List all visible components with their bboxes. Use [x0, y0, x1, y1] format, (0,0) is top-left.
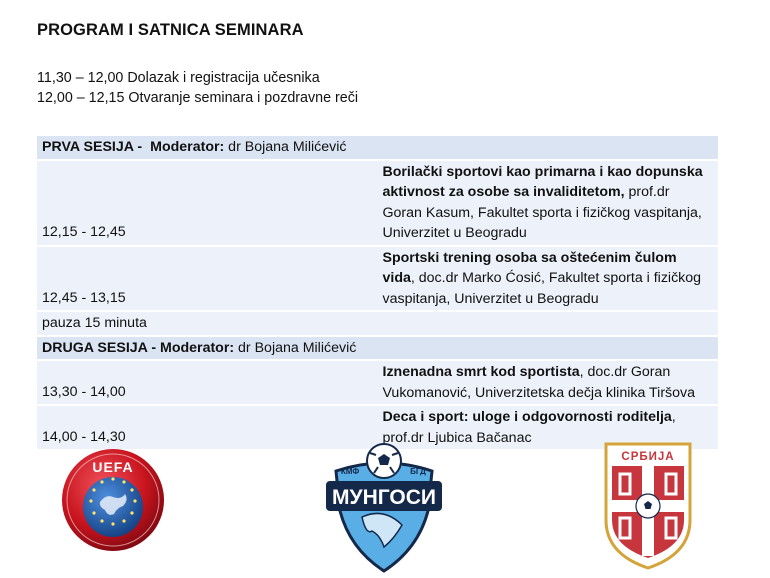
table-row [37, 160, 718, 246]
session2-moderator-name: dr Bojana Milićević [234, 339, 357, 356]
talk-speaker: , doc.dr Goran Vukomanović, Univerzitetska dečja klinika Tiršova [382, 364, 696, 401]
talk-title: Borilački sportovi kao primarna i kao dopunska aktivnost za osobe sa invaliditetom, [382, 163, 703, 200]
session2-label: DRUGA SESIJA - [42, 339, 157, 356]
talk-speaker: , doc.dr Marko Ćosić, Fakultet sporta i fizičkog vaspitanja, Univerzitet u Beogradu [382, 270, 702, 307]
mungosi-logo-name: МУНГОСИ [332, 486, 436, 509]
table-row [37, 246, 718, 312]
talk-description [378, 360, 719, 405]
talk-speaker: , prof.dr Ljubica Bačanac [382, 409, 676, 446]
session2-header [37, 336, 718, 361]
talk-title: Deca i sport: uloge i odgovornosti roditelja [382, 409, 672, 425]
intro-line-opening: 12,00 – 12,15 Otvaranje seminara i pozdravne reči [37, 90, 359, 106]
session1-moderator-label: Moderator: [150, 139, 225, 155]
page-title: PROGRAM I SATNICA SEMINARA [37, 21, 304, 39]
intro-line-arrival: 11,30 – 12,00 Dolazak i registracija učesnika [37, 70, 320, 86]
uefa-logo [60, 447, 166, 553]
talk-time: 12,45 - 13,15 [37, 246, 378, 312]
session2-moderator-label: Moderator: [160, 339, 235, 356]
talk-time: 13,30 - 14,00 [37, 360, 378, 405]
session-header-row [37, 336, 718, 361]
talk-description [378, 160, 719, 246]
session1-label: PRVA SESIJA - [42, 139, 143, 155]
table-row [37, 360, 718, 405]
talk-title: Sportski trening osoba sa oštećenim čulom vida [382, 249, 677, 286]
pause-row [37, 311, 718, 336]
serbia-crest-text: СРБИЈА [621, 451, 675, 463]
mungosi-logo-club: КМФ [340, 467, 360, 476]
talk-time: 14,00 - 14,30 [37, 405, 378, 450]
program-table [37, 136, 718, 451]
talk-time: 12,15 - 12,45 [37, 160, 378, 246]
serbia-fa-crest [602, 440, 694, 572]
uefa-logo-text: UEFA [92, 459, 134, 475]
talk-speaker: prof.dr Goran Kasum, Fakultet sporta i fizičkog vaspitanja, Univerzitet u Beogradu [382, 184, 702, 241]
pause-text: pauza 15 minuta [37, 311, 718, 336]
session-header-row [37, 136, 718, 160]
talk-title: Iznenadna smrt kod sportista [382, 364, 580, 380]
mungosi-logo [318, 441, 450, 575]
intro-schedule [37, 68, 358, 108]
talk-description [378, 246, 719, 312]
mungosi-logo-city: БГД [410, 467, 426, 476]
session1-moderator-name: dr Bojana Milićević [224, 139, 347, 155]
session1-header [37, 136, 718, 160]
